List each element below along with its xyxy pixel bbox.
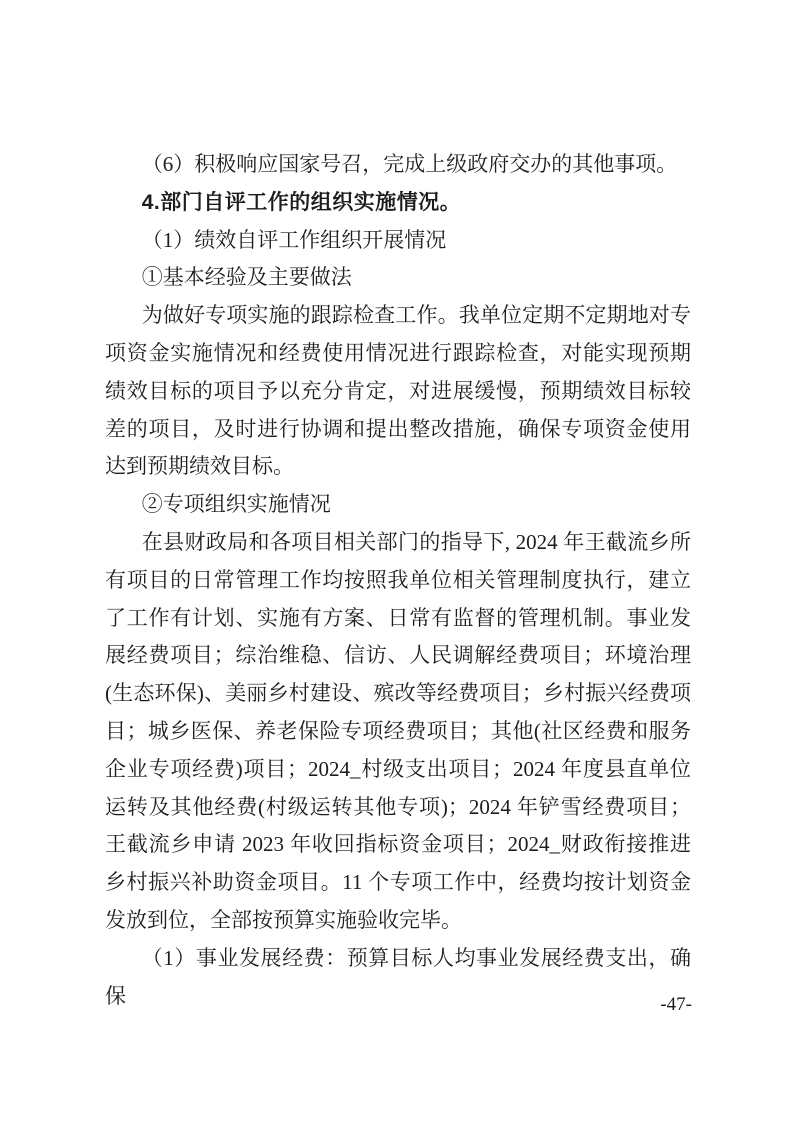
subsection-heading-1: （1）绩效自评工作组织开展情况 [141,227,447,252]
subheading-circle-2: ②专项组织实施情况 [141,492,331,517]
paragraph-project-implementation: 在县财政局和各项目相关部门的指导下, 2024 年王截流乡所有项目的日常管理工作均按照我单位相关管理制度执行，建立了工作有计划、实施有方案、日常有监督的管理机制。事业发展经费项目；综治维稳、信访、人民调解经费项目；环境治理(生态环保)、美丽乡村建设、殡改等经费项目；乡村振兴经费项目；城乡医保、养老保险专项经费项目；其他(社区经费和服务企业专项经费)项目；2024_村级支出项目；2024 年度县直单位运转及其他经费(村级运转其他专项)；2024 年铲雪经费项目；王截流乡申请 2023 年收回指标资金项目；2024_财政衔接推进乡村振兴补助资金项目。11 个专项工作中，经费均按计划资金发放到位，全部按预算实施验收完毕。 [105,529,691,932]
paragraph-career-development-funds: （1）事业发展经费：预算目标人均事业发展经费支出，确保 [105,945,691,1008]
paragraph-item-6: （6）积极响应国家号召，完成上级政府交办的其他事项。 [141,152,678,176]
page-number: -47- [660,994,692,1015]
document-content [105,146,691,1015]
paragraph-tracking-inspection: 为做好专项实施的跟踪检查工作。我单位定期不定期地对专项资金实施情况和经费使用情况进行跟踪检查，对能实现预期绩效目标的项目予以充分肯定，对进展缓慢，预期绩效目标较差的项目，及时进行协调和提出整改措施，确保专项资金使用达到预期绩效目标。 [105,303,691,479]
section-heading-4: 4.部门自评工作的组织实施情况。 [141,190,462,214]
subheading-circle-1: ①基本经验及主要做法 [141,265,352,290]
